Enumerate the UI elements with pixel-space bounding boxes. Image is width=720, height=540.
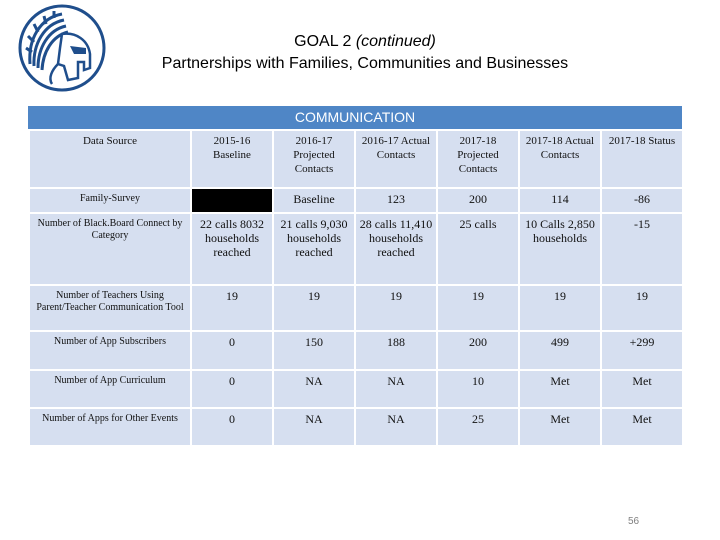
table-cell: 123 [355, 188, 437, 213]
table-cell: 19 [273, 285, 355, 331]
table-cell: 25 calls [437, 213, 519, 285]
table-cell: 188 [355, 331, 437, 370]
table-cell: 200 [437, 188, 519, 213]
table-cell: 0 [191, 408, 273, 446]
table-cell: NA [273, 370, 355, 408]
goal-label: GOAL 2 [294, 33, 352, 50]
table-row [29, 408, 683, 446]
page-subtitle: Partnerships with Families, Communities and Businesses [161, 55, 569, 72]
column-header: 2015-16 Baseline [191, 130, 273, 188]
table-row [29, 331, 683, 370]
table-cell: NA [355, 408, 437, 446]
spartan-helmet-icon [18, 4, 106, 92]
table-cell: Baseline [273, 188, 355, 213]
column-header: 2016-17 Projected Contacts [273, 130, 355, 188]
table-cell: 19 [601, 285, 683, 331]
table-cell: 28 calls 11,410 households reached [355, 213, 437, 285]
table-row [29, 188, 683, 213]
table-cell: +299 [601, 331, 683, 370]
table-cell: 25 [437, 408, 519, 446]
column-header: 2017-18 Status [601, 130, 683, 188]
row-label: Number of Apps for Other Events [29, 408, 191, 446]
column-header: 2016-17 Actual Contacts [355, 130, 437, 188]
table-cell: 19 [519, 285, 601, 331]
table-cell: Met [601, 408, 683, 446]
table-row [29, 370, 683, 408]
table-cell: 499 [519, 331, 601, 370]
row-label: Family-Survey [29, 188, 191, 213]
section-header: COMMUNICATION [28, 106, 682, 129]
table-cell: 114 [519, 188, 601, 213]
table-cell: 150 [273, 331, 355, 370]
table-cell: 10 Calls 2,850 households [519, 213, 601, 285]
column-header: 2017-18 Actual Contacts [519, 130, 601, 188]
table-cell: -86 [601, 188, 683, 213]
row-label: Number of Teachers Using Parent/Teacher Communication Tool [29, 285, 191, 331]
redacted-cell [191, 188, 273, 213]
table-cell: 19 [191, 285, 273, 331]
table-cell: 19 [437, 285, 519, 331]
table-cell: 19 [355, 285, 437, 331]
column-header: 2017-18 Projected Contacts [437, 130, 519, 188]
table-cell: 200 [437, 331, 519, 370]
row-label: Number of App Subscribers [29, 331, 191, 370]
table-row [29, 213, 683, 285]
table-cell: NA [355, 370, 437, 408]
page-title [110, 33, 620, 51]
table-row [29, 285, 683, 331]
communication-table [28, 129, 684, 447]
table-cell: 22 calls 8032 households reached [191, 213, 273, 285]
table-cell: 0 [191, 370, 273, 408]
page-number: 56 [628, 516, 640, 527]
column-header: Data Source [29, 130, 191, 188]
table-cell: -15 [601, 213, 683, 285]
table-cell: 21 calls 9,030 households reached [273, 213, 355, 285]
table-cell: 10 [437, 370, 519, 408]
table-header-row [29, 130, 683, 188]
table-cell: Met [519, 408, 601, 446]
row-label: Number of App Curriculum [29, 370, 191, 408]
table-cell: Met [519, 370, 601, 408]
table-cell: NA [273, 408, 355, 446]
table-cell: Met [601, 370, 683, 408]
row-label: Number of Black.Board Connect by Category [29, 213, 191, 285]
table-cell: 0 [191, 331, 273, 370]
continued-label: (continued) [355, 33, 436, 50]
